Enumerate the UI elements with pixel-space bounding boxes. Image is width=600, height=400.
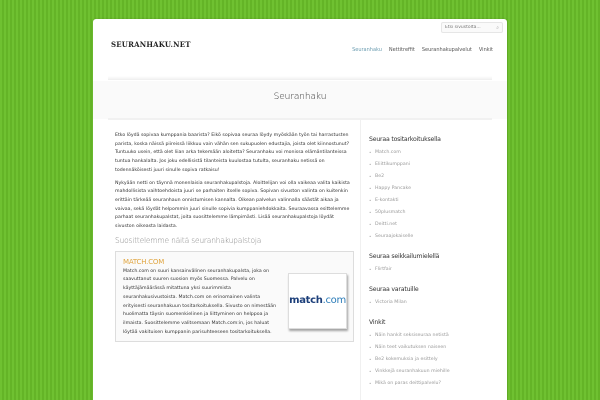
page-container [93,19,507,400]
logo-main: match [289,295,323,307]
link-text[interactable]: Flirtfair [375,267,392,272]
sidebar-link[interactable] [369,183,499,195]
link-text[interactable]: Victoria Milan [375,300,407,305]
link-text[interactable]: Deitti.net [375,222,397,227]
sidebar-link[interactable] [369,171,499,183]
link-text[interactable]: 50plusmatch [375,210,406,215]
intro-paragraph: Etko löydä sopivaa kumppania baarista? Eikö sopivaa seuraa löydy myöskään työn tai harrastusten parista, koska näissä piireissä liikkuu vain vähän sen sukupuolen edustajia, joista olet kiinnostunut? Tuntuuko usein, että olet liian arka tekemään aloitetta? Seuranhaku voi monissa elämäntilanteissa tuntua hankalalta. Jos joku edellisistä tilanteista kuulostaa tutulta, seuranhaku netissä on todennäköisesti juuri sinulle sopiva ratkaisu! [115,133,350,173]
title-divider [108,118,492,120]
link-text[interactable]: Be2 kokemuksia ja esittely [375,357,438,362]
link-text[interactable]: Näin teet vaikutuksen naiseen [375,345,447,350]
sidebar-divider [360,120,361,400]
second-paragraph: Nykyään netti on täynnä monenlaisia seuranhakupalstoja. Aloittelijan voi olla vaikeaa valita kaikista mahdollisista vaihtoehdoista juuri se parhaiten itselle sopiva. Sopivan sivuston valinta on kuitenkin erittäin tärkeää seuranhaun onnistumisen kannalta. Oikean palvelun valinnalla säästät aikaa ja vaivaa, sekä löydät helpommin juuri sinulle sopivia kumppaniehdokkaita. Seuraavassa esittelemme parhaat seuranhakupalstat, joita suosittelemme lämpimästi. Lisää seuranhakupalstoja löydät sivuston oikeasta laidasta. [115,180,350,230]
widget-title: Seuraa varatuille [369,286,419,293]
header-divider [108,76,492,80]
sidebar-link[interactable] [369,264,499,276]
sidebar-link[interactable] [369,354,499,366]
link-text[interactable]: Eliittikumppani [375,162,411,167]
sidebar-link[interactable] [369,195,499,207]
link-text[interactable]: Be2 [375,174,385,179]
card-body: Match.com on suuri kansainvälinen seuranhakupalsta, joka on saavuttanut suuren suosion myös Suomessa. Palvelu on käyttäjämäärässä mitattuna yksi suurimmista seuranhakusivustoista. Match.com on erinomainen valinta erityisesti seuranhakuun tositarkoituksella. Sivusto on nimestään huolimatta täysin suomenkielinen ja liittyminen on helppoa ja ilmaista. Suosittelemme valitsemaan Match.com:in, jos haluat löytää vakituisen kumppanin parisuhteeseen tositarkoituksella. [123,268,277,335]
main-content [115,132,353,342]
nav-item-vinkit[interactable]: Vinkit [478,47,493,53]
sidebar-link[interactable] [369,147,499,159]
link-text[interactable]: Näin hankit seksiseuraa netistä [375,333,449,338]
sidebar-link[interactable] [369,207,499,219]
sidebar-link[interactable] [369,231,499,243]
sidebar-link[interactable] [369,297,499,309]
link-text[interactable]: Seuraajokaiselle [375,234,414,239]
widget-title: Vinkit [369,319,386,326]
recommend-heading: Suosittelemme näitä seuranhakupalstoja [115,235,262,245]
nav-item-seuranhaku[interactable]: Seuranhaku [352,47,382,53]
search-icon[interactable]: ⌕ [496,24,499,31]
search-input[interactable] [445,25,493,30]
widget-tositarkoitus [369,136,499,243]
sidebar-link[interactable] [369,219,499,231]
card-title[interactable]: MATCH.COM [123,257,165,266]
match-logo[interactable] [288,273,347,329]
sidebar-link[interactable] [369,159,499,171]
link-text[interactable]: Match.com [375,150,401,155]
widget-varatuille [369,286,499,309]
nav-item-nettitreffit[interactable]: Nettitreffit [388,47,415,53]
widget-title: Seuraa tositarkoituksella [369,136,441,143]
sidebar-link[interactable] [369,342,499,354]
site-logo[interactable]: SEURANHAKU.NET [111,40,191,49]
logo-suffix: .com [322,295,346,307]
match-card [115,251,354,343]
sidebar-link[interactable] [369,378,499,390]
main-nav [352,47,493,53]
nav-item-seuranhakupalvelut[interactable]: Seuranhakupalvelut [421,47,472,53]
sidebar [369,136,499,400]
link-text[interactable]: Happy Pancake [375,186,411,191]
link-text[interactable]: E-kontakti [375,198,399,203]
widget-vinkit [369,319,499,390]
sidebar-link[interactable] [369,366,499,378]
widget-title: Seuraa seikkailumielellä [369,253,440,260]
widget-seikkailu [369,253,499,276]
search-box[interactable] [441,22,503,33]
link-text[interactable]: Vinkkejä seuranhakuun miehille [375,369,450,374]
sidebar-link[interactable] [369,330,499,342]
page-title: Seuranhaku [273,92,327,102]
link-text[interactable]: Mikä on paras deittipalvelu? [375,381,441,386]
